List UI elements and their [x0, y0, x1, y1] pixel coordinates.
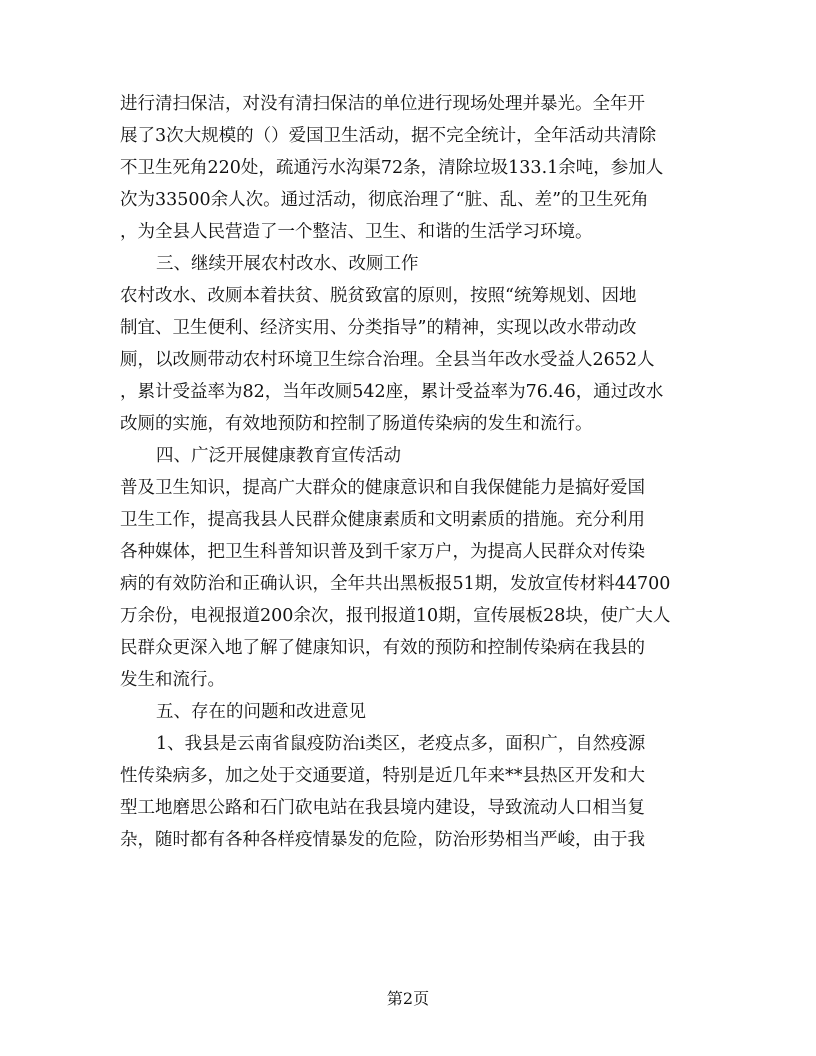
text-line: 各种媒体，把卫生科普知识普及到千家万户，为提高人民群众对传染: [120, 542, 645, 562]
text-line: ，为全县人民营造了一个整洁、卫生、和谐的生活学习环境。: [120, 222, 593, 242]
text-line: 民群众更深入地了解了健康知识，有效的预防和控制传染病在我县的: [120, 638, 645, 658]
text-line: 发生和流行。: [120, 670, 225, 690]
text-line: 次为33500余人次。通过活动，彻底治理了“脏、乱、差”的卫生死角: [120, 190, 649, 210]
text-line: 型工地磨思公路和石门砍电站在我县境内建设，导致流动人口相当复: [120, 798, 645, 818]
text-line: 万余份，电视报道200余次，报刊报道10期，宣传展板28块，使广大人: [120, 606, 671, 626]
text-line: 卫生工作，提高我县人民群众健康素质和文明素质的措施。充分利用: [120, 510, 645, 530]
text-line: ，累计受益率为82，当年改厕542座，累计受益率为76.46，通过改水: [120, 382, 664, 402]
text-line: 杂，随时都有各种各样疫情暴发的危险，防治形势相当严峻，由于我: [120, 830, 645, 850]
document-body: [120, 88, 700, 856]
text-line: 展了3次大规模的（）爱国卫生活动，据不完全统计，全年活动共清除: [120, 126, 657, 146]
text-line: 制宜、卫生便利、经济实用、分类指导”的精神，实现以改水带动改: [120, 318, 637, 338]
text-line: 农村改水、改厕本着扶贫、脱贫致富的原则，按照“统筹规划、因地: [120, 286, 637, 306]
text-line: 改厕的实施，有效地预防和控制了肠道传染病的发生和流行。: [120, 414, 593, 434]
section-heading: 五、存在的问题和改进意见: [156, 702, 366, 722]
text-line: 病的有效防治和正确认识，全年共出黑板报51期，发放宣传材料44700: [120, 574, 671, 594]
section-heading: 三、继续开展农村改水、改厕工作: [156, 254, 419, 274]
text-line: 性传染病多，加之处于交通要道，特别是近几年来**县热区开发和大: [120, 766, 645, 786]
text-line: 厕，以改厕带动农村环境卫生综合治理。全县当年改水受益人2652人: [120, 350, 655, 370]
section-heading: 四、广泛开展健康教育宣传活动: [156, 446, 401, 466]
text-line: 1、我县是云南省鼠疫防治i类区，老疫点多，面积广，自然疫源: [156, 734, 646, 754]
page-number: 第2页: [386, 989, 430, 1008]
text-line: 不卫生死角220处，疏通污水沟渠72条，清除垃圾133.1余吨，参加人: [120, 158, 664, 178]
text-line: 进行清扫保洁，对没有清扫保洁的单位进行现场处理并暴光。全年开: [120, 94, 645, 114]
text-line: 普及卫生知识，提高广大群众的健康意识和自我保健能力是搞好爱国: [120, 478, 645, 498]
